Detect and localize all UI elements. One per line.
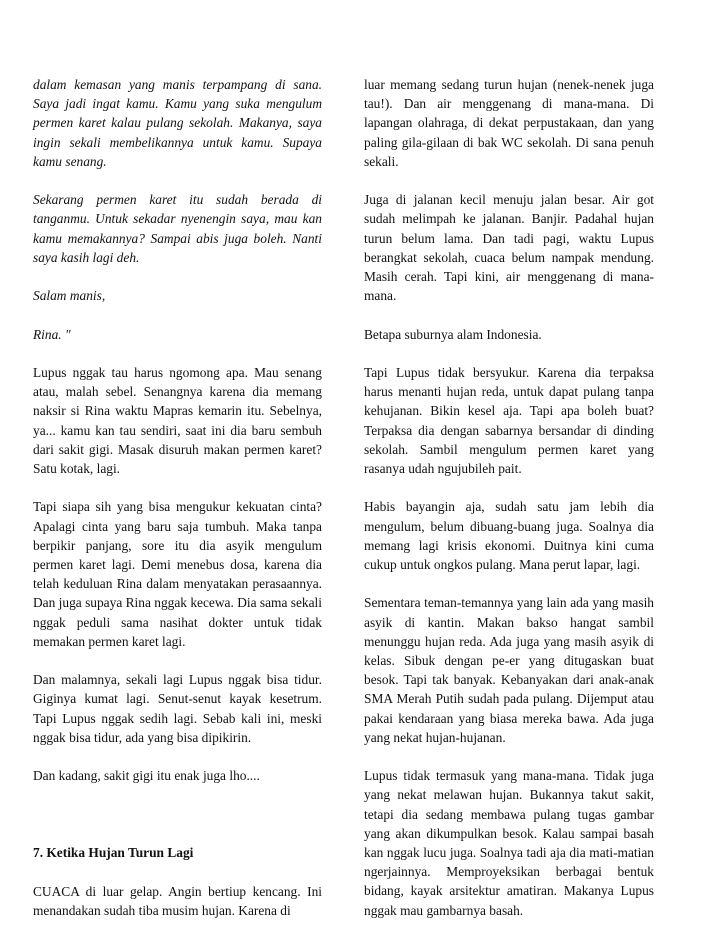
- body-paragraph: Betapa suburnya alam Indonesia.: [364, 326, 542, 342]
- body-paragraph: Tapi siapa sih yang bisa mengukur kekuatan cinta? Apalagi cinta yang baru saja tumbuh. Maka tanpa berpikir panjang, sore itu dia asyik mengulum permen karet lagi. Demi menebus dosa, karena dia telah keduluan Rina dalam menyatakan perasaannya. Dan juga supaya Rina nggak kecewa. Dia sama sekali nggak peduli sama nasihat dokter untuk tidak memakan permen karet lagi.: [33, 499, 322, 649]
- letter-closing: Salam manis,: [33, 288, 106, 304]
- chapter-heading: 7. Ketika Hujan Turun Lagi: [33, 845, 194, 861]
- body-paragraph: Lupus nggak tau harus ngomong apa. Mau senang atau, malah sebel. Senangnya karena dia memang naksir si Rina waktu Mapras kemarin itu. Sebelnya, ya... kamu kan tau sendiri, saat ini dia baru sembuh dari sakit gigi. Masak disuruh makan permen karet? Satu kotak, lagi.: [33, 364, 322, 476]
- body-paragraph: luar memang sedang turun hujan (nenek-nenek juga tau!). Dan air menggenang di mana-mana. Di lapangan olahraga, di dekat perpustakaan, dan yang paling gila-gilaan di bak WC sekolah. Di sana penuh sekali.: [364, 77, 654, 169]
- left-column: [33, 75, 322, 939]
- body-paragraph: Juga di jalanan kecil menuju jalan besar. Air got sudah melimpah ke jalanan. Banjir. Padahal hujan turun belum lama. Dan tadi pagi, waktu Lupus berangkat sekolah, cuaca belum nampak mendung. Masih cerah. Tapi kini, air menggenang di mana-mana.: [364, 192, 654, 304]
- body-paragraph: Dan kadang, sakit gigi itu enak juga lho....: [33, 768, 260, 784]
- body-paragraph: Lupus tidak termasuk yang mana-mana. Tidak juga yang nekat melawan hujan. Bukannya takut sakit, tetapi dia sedang membawa pulang tugas gambar yang akan dikumpulkan besok. Kalau sampai basah kan nggak lucu juga. Soalnya tadi aja dia mati-matian ngerjainnya. Memproyeksikan berbagai bentuk bidang, kayak arsitektur amatiran. Makanya Lupus nggak mau gambarnya basah.: [364, 768, 654, 918]
- body-paragraph: Tapi Lupus tidak bersyukur. Karena dia terpaksa harus menanti hujan reda, untuk dapat pulang tanpa kehujanan. Bikin kesel aja. Tapi apa boleh buat? Terpaksa dia dengan sabarnya bersandar di dinding sekolah. Sambil mengulum permen karet yang rasanya udah ngujubileh pait.: [364, 365, 654, 477]
- body-paragraph: Sementara teman-temannya yang lain ada yang masih asyik di kantin. Makan bakso hangat sambil menunggu hujan reda. Ada juga yang masih asyik di kelas. Sibuk dengan pe-er yang ditugaskan buat besok. Tapi tak banyak. Kebanyakan dari anak-anak SMA Merah Putih sudah pada pulang. Dijemput atau pakai kendaraan yang biasa mereka bawa. Ada juga yang nekat hujan-hujanan.: [364, 595, 654, 745]
- chapter-opening-paragraph: CUACA di luar gelap. Angin bertiup kencang. Ini menandakan sudah tiba musim hujan. Karena di: [33, 883, 322, 918]
- body-paragraph: Dan malamnya, sekali lagi Lupus nggak bisa tidur. Giginya kumat lagi. Senut-senut kayak kesetrum. Tapi Lupus nggak sedih lagi. Sebab kali ini, meski nggak bisa tidur, ada yang bisa dipikirin.: [33, 672, 322, 745]
- body-paragraph: Habis bayangin aja, sudah satu jam lebih dia mengulum, belum dibuang-buang juga. Soalnya dia memang lagi krisis ekonomi. Duitnya kini cuma cukup untuk ongkos pulang. Mana perut lapar, lagi.: [364, 499, 654, 573]
- letter-signature: Rina. ": [33, 326, 71, 342]
- letter-paragraph: Sekarang permen karet itu sudah berada di tanganmu. Untuk sekadar nyenengin saya, mau kan kamu memakannya? Sampai abis juga boleh. Nanti saya kasih lagi deh.: [33, 192, 322, 265]
- letter-paragraph: dalam kemasan yang manis terpampang di sana. Saya jadi ingat kamu. Kamu yang suka mengulum permen karet kalau pulang sekolah. Makanya, saya ingin sekali membelikannya untuk kamu. Supaya kamu senang.: [33, 77, 322, 169]
- right-column: [364, 75, 654, 939]
